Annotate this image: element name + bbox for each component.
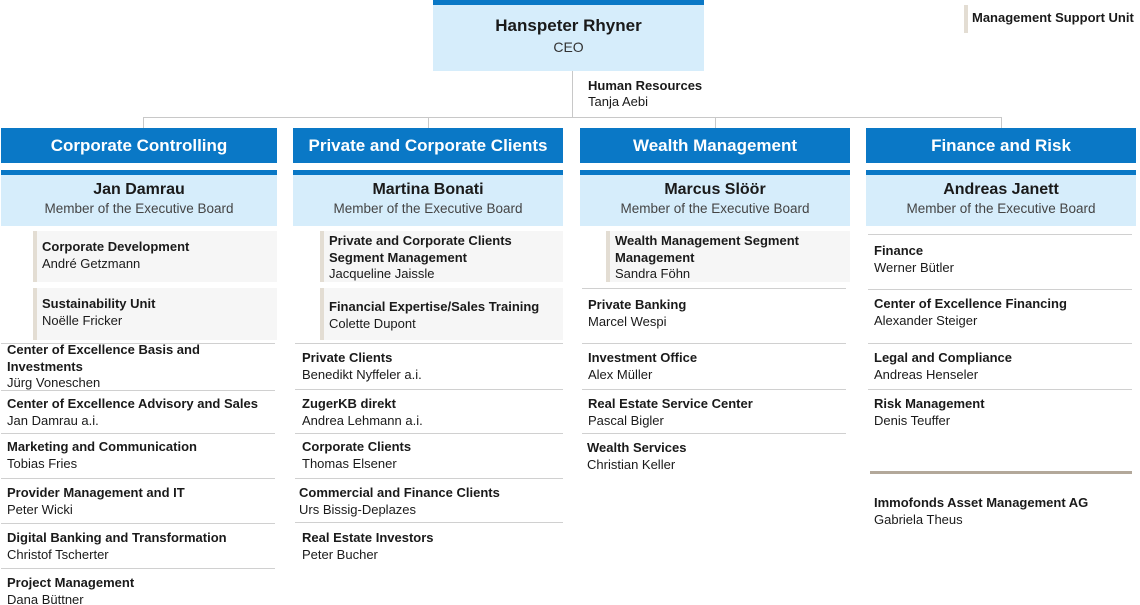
unit-person: Gabriela Theus xyxy=(874,511,963,527)
unit-title: Wealth Management Segment Management xyxy=(615,233,799,265)
list-item[interactable] xyxy=(7,485,275,518)
unit-title: Provider Management and IT xyxy=(7,485,185,500)
exec-role: Member of the Executive Board xyxy=(44,201,234,216)
unit-person: Sandra Föhn xyxy=(615,266,691,281)
unit-person: Urs Bissig-Deplazes xyxy=(299,501,417,517)
separator xyxy=(582,343,846,344)
unit-person: Alex Müller xyxy=(588,366,653,382)
separator xyxy=(295,478,563,479)
unit-person: Tobias Fries xyxy=(7,455,78,471)
exec-name: Marcus Slöör xyxy=(664,181,766,198)
separator xyxy=(868,389,1132,390)
unit-title: Center of Excellence Financing xyxy=(874,296,1067,311)
division-header-wealth-management[interactable]: Wealth Management xyxy=(580,128,850,163)
unit-title: Financial Expertise/Sales Training xyxy=(329,299,540,314)
staff-unit[interactable] xyxy=(33,288,277,340)
exec-box-corporate-controlling[interactable] xyxy=(1,170,277,226)
exec-box-private-corporate-clients[interactable] xyxy=(293,170,563,226)
unit-person: Peter Bucher xyxy=(302,546,378,562)
unit-title: Project Management xyxy=(7,575,135,590)
list-item[interactable] xyxy=(302,530,562,563)
unit-title: Marketing and Communication xyxy=(7,439,197,454)
unit-person: Andreas Henseler xyxy=(874,366,979,382)
list-item[interactable] xyxy=(7,575,275,605)
exec-name: Andreas Janett xyxy=(943,181,1059,198)
division-header-corporate-controlling[interactable]: Corporate Controlling xyxy=(1,128,277,163)
separator xyxy=(868,343,1132,344)
list-item[interactable] xyxy=(588,350,846,383)
unit-person: Denis Teuffer xyxy=(874,412,951,428)
ceo-name: Hanspeter Rhyner xyxy=(495,16,642,35)
division-header-finance-risk[interactable]: Finance and Risk xyxy=(866,128,1136,163)
separator xyxy=(1,390,275,391)
ceo-role: CEO xyxy=(553,39,584,55)
unit-person: Tanja Aebi xyxy=(588,94,648,109)
staff-unit[interactable] xyxy=(320,288,563,340)
unit-title: Immofonds Asset Management AG xyxy=(874,495,1089,510)
division-drop-line xyxy=(143,117,144,128)
unit-title: ZugerKB direkt xyxy=(302,396,396,411)
unit-person: Benedikt Nyffeler a.i. xyxy=(302,366,422,382)
separator xyxy=(1,433,275,434)
unit-title: Sustainability Unit xyxy=(42,296,156,311)
unit-person: Jürg Voneschen xyxy=(7,375,101,390)
unit-title: Legal and Compliance xyxy=(874,350,1012,365)
unit-person: Dana Büttner xyxy=(7,591,84,605)
list-item[interactable] xyxy=(588,297,846,330)
list-item[interactable] xyxy=(587,440,845,473)
exec-name: Martina Bonati xyxy=(372,181,484,198)
unit-person: Colette Dupont xyxy=(329,315,416,331)
unit-title: Human Resources xyxy=(588,78,703,93)
unit-title: Risk Management xyxy=(874,396,985,411)
separator xyxy=(1,523,275,524)
division-drop-line xyxy=(715,117,716,128)
separator xyxy=(295,389,563,390)
unit-person: André Getzmann xyxy=(42,255,141,271)
list-item[interactable] xyxy=(874,243,1132,276)
exec-box-finance-risk[interactable] xyxy=(866,170,1136,226)
list-item[interactable] xyxy=(588,396,846,429)
separator xyxy=(868,289,1132,290)
separator xyxy=(868,234,1132,235)
unit-title: Finance xyxy=(874,243,924,258)
unit-person: Marcel Wespi xyxy=(588,313,667,329)
unit-title: Private Clients xyxy=(302,350,393,365)
list-item[interactable] xyxy=(7,396,275,429)
list-item[interactable] xyxy=(302,439,562,472)
unit-title: Center of Excellence Basis and Investments xyxy=(7,342,200,374)
ceo-box[interactable] xyxy=(433,0,704,71)
unit-title: Real Estate Investors xyxy=(302,530,434,545)
list-item[interactable] xyxy=(302,350,562,383)
division-header-private-corporate-clients[interactable]: Private and Corporate Clients xyxy=(293,128,563,163)
division-drop-line xyxy=(428,117,429,128)
management-support-unit[interactable]: Management Support Unit xyxy=(964,5,1140,33)
exec-role: Member of the Executive Board xyxy=(333,201,523,216)
ceo-connector-line xyxy=(572,71,573,118)
staff-unit[interactable] xyxy=(606,231,850,282)
list-item[interactable] xyxy=(7,439,275,472)
list-item[interactable] xyxy=(302,396,562,429)
unit-title: Wealth Services xyxy=(587,440,687,455)
unit-person: Jacqueline Jaissle xyxy=(329,266,435,281)
list-item[interactable] xyxy=(7,530,275,563)
unit-person: Alexander Steiger xyxy=(874,312,978,328)
unit-title: Private Banking xyxy=(588,297,687,312)
unit-title: Digital Banking and Transformation xyxy=(7,530,227,545)
unit-person: Peter Wicki xyxy=(7,501,73,517)
unit-person: Jan Damrau a.i. xyxy=(7,412,99,428)
exec-role: Member of the Executive Board xyxy=(906,201,1096,216)
unit-person: Andrea Lehmann a.i. xyxy=(302,412,423,428)
unit-title: Center of Excellence Advisory and Sales xyxy=(7,396,258,411)
unit-person: Christof Tscherter xyxy=(7,546,109,562)
unit-title: Commercial and Finance Clients xyxy=(299,485,500,500)
list-item[interactable] xyxy=(7,342,217,392)
unit-title: Corporate Development xyxy=(42,239,190,254)
separator xyxy=(582,288,846,289)
separator xyxy=(295,433,563,434)
list-item[interactable] xyxy=(299,485,562,518)
exec-name: Jan Damrau xyxy=(93,181,185,198)
separator xyxy=(1,568,275,569)
separator xyxy=(295,343,563,344)
subsidiary-item[interactable] xyxy=(874,495,1132,528)
unit-title: Corporate Clients xyxy=(302,439,412,454)
staff-unit[interactable] xyxy=(320,231,563,282)
separator xyxy=(582,433,846,434)
unit-person: Pascal Bigler xyxy=(588,412,664,428)
unit-person: Werner Bütler xyxy=(874,259,954,275)
unit-title: Real Estate Service Center xyxy=(588,396,753,411)
division-drop-line xyxy=(1001,117,1002,128)
human-resources-unit[interactable] xyxy=(588,78,702,110)
unit-person: Thomas Elsener xyxy=(302,455,397,471)
separator xyxy=(295,522,563,523)
unit-title: Private and Corporate Clients Segment Management xyxy=(329,233,512,265)
staff-unit[interactable] xyxy=(33,231,277,282)
unit-title: Investment Office xyxy=(588,350,698,365)
unit-person: Christian Keller xyxy=(587,456,676,472)
division-connector-line xyxy=(143,117,1001,118)
list-item[interactable] xyxy=(874,296,1132,329)
separator xyxy=(582,389,846,390)
exec-role: Member of the Executive Board xyxy=(620,201,810,216)
unit-person: Noëlle Fricker xyxy=(42,312,123,328)
list-item[interactable] xyxy=(874,350,1132,383)
list-item[interactable] xyxy=(874,396,1132,429)
exec-box-wealth-management[interactable] xyxy=(580,170,850,226)
subsidiary-divider xyxy=(870,471,1132,474)
separator xyxy=(1,478,275,479)
